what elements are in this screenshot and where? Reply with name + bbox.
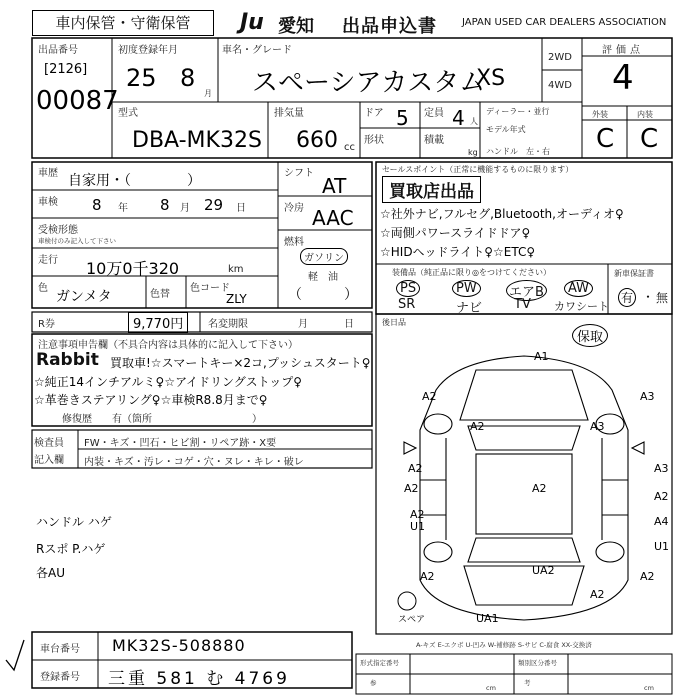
damage-mark: A2 <box>410 508 425 521</box>
equipment-label: 装備品（純正品に限り◎をつけてください） <box>392 268 551 277</box>
registration-label: 初度登録年月 <box>118 45 178 56</box>
fuel-other-mark: （ ） <box>288 287 358 303</box>
fuel-light-oil: 軽 油 <box>308 272 338 283</box>
notes-brand: Rabbit <box>36 350 99 370</box>
displacement-label: 排気量 <box>274 108 304 119</box>
damage-mark: A2 <box>408 462 423 475</box>
selling-points-heading: 買取店出品 <box>382 176 481 203</box>
displacement-value: 660 <box>296 128 338 153</box>
registration-month-unit: 月 <box>204 89 212 98</box>
postscript-stamp: 保取 <box>572 324 608 347</box>
model-year-label: モデル年式 <box>486 125 526 134</box>
doors-value: 5 <box>396 106 409 130</box>
color-code: ZLY <box>226 292 247 306</box>
repair-history-value: 有（箇所 ） <box>112 414 262 425</box>
score-exterior-label: 外装 <box>592 110 608 119</box>
drive-4wd: 4WD <box>548 80 572 91</box>
inspection-month-unit: 月 <box>180 203 190 214</box>
inspection-year: 8 <box>92 196 102 214</box>
capacity-label: 定員 <box>424 108 444 119</box>
model-name-label: 車名・グレード <box>222 45 292 56</box>
class-label: 類別区分番号 <box>518 659 557 667</box>
notes-line-3: ☆革巻きステアリング♀☆車検R8.8月まで♀ <box>34 393 268 407</box>
cm-unit-2: cm <box>644 684 654 692</box>
model-grade: XS <box>476 66 506 91</box>
fuel-label: 燃料 <box>284 237 304 248</box>
dealer-label: ディーラー・並行 <box>486 107 550 116</box>
notes-label: 注意事項申告欄（不具合内容は具体的に記入して下さい） <box>38 340 298 351</box>
damage-mark: UA2 <box>532 564 555 577</box>
name-change-label: 名変期限 <box>208 319 248 330</box>
damage-mark: A2 <box>404 482 419 495</box>
receipt-note: 車検付のみ記入して下さい <box>38 237 116 245</box>
color-label: 色 <box>38 283 48 294</box>
damage-mark: A2 <box>420 570 435 583</box>
shift-value: AT <box>322 174 347 198</box>
region-name: 愛知 <box>278 16 314 37</box>
load-label: 積載 <box>424 135 444 146</box>
equipment-sr: SR <box>398 297 416 312</box>
inspection-label: 車検 <box>38 197 58 208</box>
capacity-value: 4 <box>452 106 465 130</box>
damage-mark: A3 <box>640 390 655 403</box>
lot-label: 出品番号 <box>38 45 78 56</box>
warranty-no: 無 <box>656 291 669 305</box>
inspector-label-2: 記入欄 <box>34 455 64 466</box>
ju-logo: Ju <box>240 10 264 35</box>
score-interior-label: 内装 <box>637 110 653 119</box>
recycle-ticket-value: 9,770円 <box>128 312 188 333</box>
handwritten-note-2: Rスポ P.ハゲ <box>36 542 106 556</box>
damage-mark: A2 <box>590 588 605 601</box>
color-value: ガンメタ <box>56 289 112 305</box>
damage-mark: U1 <box>410 520 426 533</box>
damage-mark: U1 <box>654 540 670 553</box>
handwritten-note-1: ハンドル ハゲ <box>36 515 112 529</box>
mileage-value: 10万0千320 <box>86 259 180 278</box>
score-value: 4 <box>612 58 634 98</box>
lot-number: 00087 <box>36 86 119 116</box>
doors-label: ドア <box>364 108 384 119</box>
inspection-day-unit: 日 <box>236 203 246 214</box>
ac-label: 冷房 <box>284 203 304 214</box>
damage-mark: A3 <box>654 462 669 475</box>
ac-value: AAC <box>312 206 354 230</box>
cm-unit-1: cm <box>486 684 496 692</box>
name-change-day: 日 <box>344 319 354 330</box>
chassis-number: MK32S-508880 <box>112 636 246 655</box>
storage-badge: 車内保管・守衛保管 <box>32 10 214 36</box>
notes-line-1: 買取車!☆スマートキー×2コ,プッシュスタート♀ <box>110 356 371 370</box>
spare-tire-icon <box>396 590 418 612</box>
damage-mark: A2 <box>654 490 669 503</box>
damage-mark: A2 <box>532 482 547 495</box>
warranty-label: 新車保証書 <box>614 269 654 278</box>
color-change-label: 色替 <box>150 289 170 300</box>
inspector-row-2: 内装・キズ・汚レ・コゲ・穴・ヌレ・キレ・破レ <box>84 457 304 468</box>
history-label: 車歴 <box>38 168 58 179</box>
notes-line-2: ☆純正14インチアルミ♀☆アイドリングストップ♀ <box>34 375 303 389</box>
car-damage-diagram <box>376 330 672 630</box>
equipment-aw: AW <box>564 280 593 297</box>
model-name: スペーシアカスタム <box>252 68 486 98</box>
history-value: 自家用・（ ） <box>68 173 201 189</box>
selling-points-title: セールスポイント（正常に機能するものに限ります） <box>382 165 574 174</box>
fuel-gasoline: ガソリン <box>300 248 348 265</box>
score-exterior: C <box>596 124 615 154</box>
cc-unit: cc <box>344 142 355 153</box>
receipt-label: 受検形態 <box>38 225 78 236</box>
equipment-navi: ナビ <box>456 301 483 316</box>
inspection-day: 29 <box>204 196 224 214</box>
inspection-month: 8 <box>160 196 170 214</box>
damage-mark: A2 <box>422 390 437 403</box>
damage-legend: A-キズ E-エクボ U-凹み W-補修跡 S-サビ C-腐食 XX-交換済 <box>416 641 592 649</box>
damage-mark: A4 <box>654 515 669 528</box>
recycle-ticket-label: R券 <box>38 319 55 330</box>
drive-2wd: 2WD <box>548 52 572 63</box>
color-code-label: 色コード <box>190 283 230 294</box>
repair-history-label: 修復歴 <box>62 414 92 425</box>
ref-label-2: 考 <box>524 679 531 687</box>
equipment-ps: PS <box>396 280 420 297</box>
damage-mark: UA1 <box>476 612 499 625</box>
inspection-year-unit: 年 <box>118 203 128 214</box>
inspector-row-1: FW・キズ・凹石・ヒビ割・リペア跡・X要 <box>84 438 277 449</box>
selling-point-2: ☆両側パワースライドドア♀ <box>380 226 531 240</box>
damage-mark: A1 <box>534 350 549 363</box>
name-change-month: 月 <box>298 319 308 330</box>
handle-label: ハンドル 左・右 <box>486 147 550 156</box>
type-label: 型式 <box>118 108 138 119</box>
warranty-yes: 有 <box>618 288 636 307</box>
selling-point-3: ☆HIDヘッドライト♀☆ETC♀ <box>380 245 536 259</box>
score-interior: C <box>640 124 659 154</box>
shape-label: 形状 <box>364 135 384 146</box>
mileage-label: 走行 <box>38 255 58 266</box>
registration-month: 8 <box>180 64 196 92</box>
equipment-pw: PW <box>452 280 481 297</box>
chassis-label: 車台番号 <box>40 644 80 655</box>
equipment-leather: カワシート <box>554 300 609 313</box>
handwritten-note-3: 各AU <box>36 566 65 580</box>
shift-label: シフト <box>284 168 314 179</box>
ref-label-1: 参 <box>370 679 377 687</box>
capacity-unit: 人 <box>470 117 478 126</box>
warranty-dot: ・ <box>642 290 655 304</box>
score-label: 評価点 <box>602 45 644 56</box>
equipment-tv: TV <box>514 297 531 312</box>
registration-year: 25 <box>126 64 157 92</box>
damage-mark: A2 <box>470 420 485 433</box>
type-value: DBA-MK32S <box>132 128 262 153</box>
mileage-unit: km <box>228 264 244 275</box>
kg-unit: kg <box>468 148 478 157</box>
association-name: JAPAN USED CAR DEALERS ASSOCIATION <box>462 17 667 28</box>
damage-mark: A3 <box>590 420 605 433</box>
postscript-label: 後日品 <box>382 318 406 327</box>
form-title: 出品申込書 <box>342 16 437 37</box>
damage-mark: A2 <box>640 570 655 583</box>
lot-bracket-code: [2126] <box>44 62 88 77</box>
selling-point-1: ☆社外ナビ,フルセグ,Bluetooth,オーディオ♀ <box>380 207 624 221</box>
plate-label: 登録番号 <box>40 672 80 683</box>
equipment-airbag: エアB <box>506 280 547 301</box>
plate-number: 三重 581 む 4769 <box>108 669 290 689</box>
spare-label: スペア <box>398 615 426 625</box>
certified-label: 形式指定番号 <box>360 659 399 667</box>
inspector-label-1: 検査員 <box>34 438 64 449</box>
